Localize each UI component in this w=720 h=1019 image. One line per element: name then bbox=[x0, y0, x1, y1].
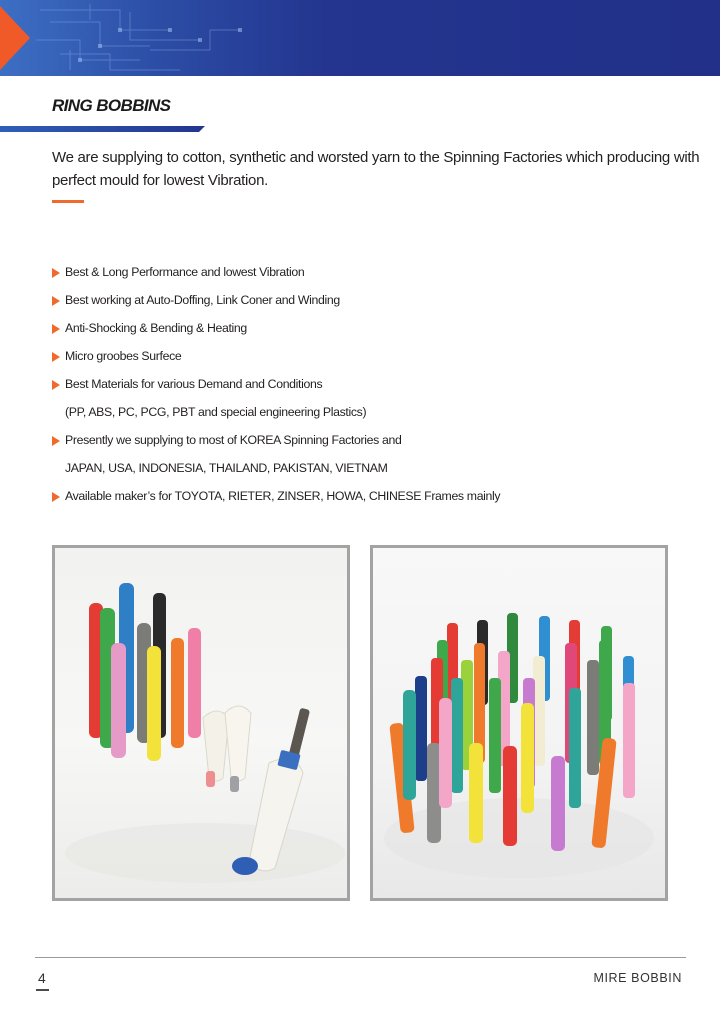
header-banner bbox=[0, 0, 720, 76]
feature-item bbox=[52, 426, 672, 454]
feature-item bbox=[52, 258, 672, 286]
title-block bbox=[0, 96, 205, 136]
intro-divider bbox=[52, 200, 84, 203]
bobbin-group-illustration bbox=[55, 548, 347, 898]
page-number: 4 bbox=[38, 970, 46, 986]
feature-text: Best Materials for various Demand and Conditions bbox=[65, 377, 323, 391]
section-title: RING BOBBINS bbox=[52, 96, 171, 115]
bullet-arrow-icon bbox=[52, 352, 60, 362]
feature-text: Anti-Shocking & Bending & Heating bbox=[65, 321, 247, 335]
brand-name: MIRE BOBBIN bbox=[593, 971, 682, 985]
feature-item bbox=[52, 314, 672, 342]
bullet-arrow-icon bbox=[52, 492, 60, 502]
feature-item bbox=[52, 482, 672, 510]
circuit-pattern bbox=[0, 0, 720, 76]
feature-text: Best working at Auto-Doffing, Link Coner and Winding bbox=[65, 293, 340, 307]
feature-text: Presently we supplying to most of KOREA Spinning Factories and bbox=[65, 433, 402, 447]
intro-paragraph: We are supplying to cotton, synthetic and worsted yarn to the Spinning Factories which producing with perfect mould for lowest Vibration. bbox=[52, 149, 700, 189]
feature-list bbox=[52, 258, 672, 510]
bullet-arrow-icon bbox=[52, 268, 60, 278]
feature-text: Available maker’s for TOYOTA, RIETER, ZINSER, HOWA, CHINESE Frames mainly bbox=[65, 489, 501, 503]
feature-text: Best & Long Performance and lowest Vibration bbox=[65, 265, 305, 279]
feature-item bbox=[52, 286, 672, 314]
feature-item bbox=[52, 342, 672, 370]
bobbins-photo-right bbox=[370, 545, 668, 901]
title-underline bbox=[0, 126, 205, 132]
bobbins-photo-left bbox=[52, 545, 350, 901]
bullet-arrow-icon bbox=[52, 436, 60, 446]
feature-text: Micro groobes Surfece bbox=[65, 349, 182, 363]
feature-item-continuation bbox=[52, 398, 672, 426]
bullet-arrow-icon bbox=[52, 296, 60, 306]
bobbin-circle-illustration bbox=[373, 548, 665, 898]
footer-divider bbox=[35, 957, 686, 958]
page-number-underline bbox=[36, 989, 49, 991]
bullet-arrow-icon bbox=[52, 380, 60, 390]
feature-text: JAPAN, USA, INDONESIA, THAILAND, PAKISTAN, VIETNAM bbox=[65, 461, 388, 475]
feature-text: (PP, ABS, PC, PCG, PBT and special engineering Plastics) bbox=[65, 405, 367, 419]
orange-corner-accent bbox=[0, 0, 34, 76]
feature-item-continuation bbox=[52, 454, 672, 482]
feature-item bbox=[52, 370, 672, 398]
bullet-arrow-icon bbox=[52, 324, 60, 334]
